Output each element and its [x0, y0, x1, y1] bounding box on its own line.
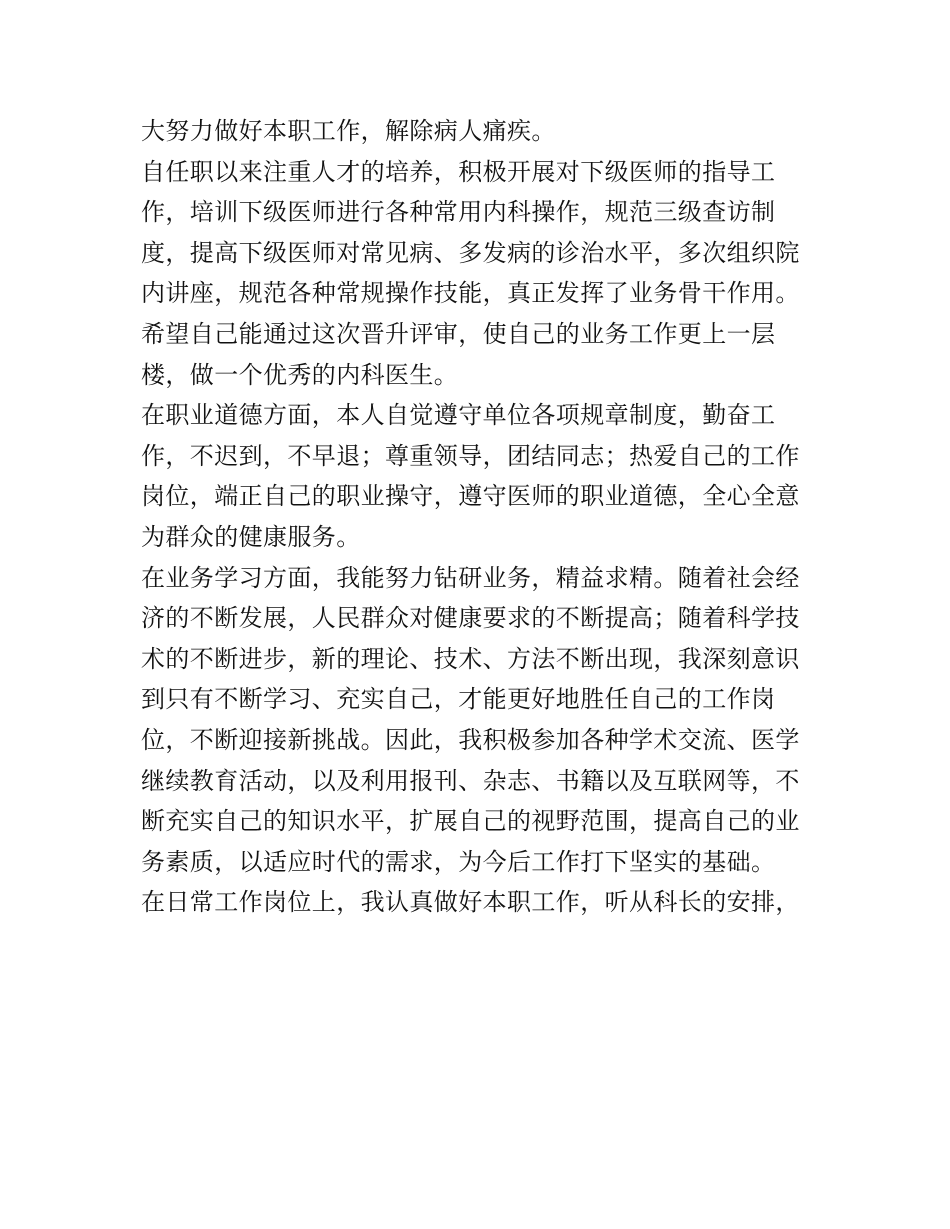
text-line: 度，提高下级医师对常见病、多发病的诊治水平，多次组织院: [141, 238, 800, 267]
text-line: 大努力做好本职工作，解除病人痛疾。: [141, 117, 556, 145]
text-line: 为群众的健康服务。: [141, 522, 361, 551]
text-line: 术的不断进步，新的理论、技术、方法不断出现，我深刻意识: [141, 644, 800, 673]
text-line: 位，不断迎接新挑战。因此，我积极参加各种学术交流、医学: [141, 725, 800, 754]
text-line: 在日常工作岗位上，我认真做好本职工作，听从科长的安排，: [141, 888, 800, 917]
text-line: 作，不迟到，不早退；尊重领导，团结同志；热爱自己的工作: [141, 441, 800, 470]
text-line: 务素质，以适应时代的需求，为今后工作打下坚实的基础。: [141, 847, 776, 876]
document-body: [141, 111, 821, 923]
text-line: 断充实自己的知识水平，扩展自己的视野范围，提高自己的业: [141, 807, 800, 836]
text-line: 作，培训下级医师进行各种常用内科操作，规范三级查访制: [141, 198, 776, 227]
text-line: 在业务学习方面，我能努力钻研业务，精益求精。随着社会经: [141, 563, 800, 592]
text-line: 楼，做一个优秀的内科医生。: [141, 360, 459, 389]
text-line: 自任职以来注重人才的培养，积极开展对下级医师的指导工: [141, 157, 776, 186]
text-line: 希望自己能通过这次晋升评审，使自己的业务工作更上一层: [141, 319, 776, 348]
text-line: 在职业道德方面，本人自觉遵守单位各项规章制度，勤奋工: [141, 401, 776, 430]
text-line: 内讲座，规范各种常规操作技能，真正发挥了业务骨干作用。: [141, 279, 800, 308]
text-line: 到只有不断学习、充实自己，才能更好地胜任自己的工作岗: [141, 685, 776, 714]
text-line: 继续教育活动，以及利用报刊、杂志、书籍以及互联网等，不: [141, 766, 800, 795]
text-line: 济的不断发展，人民群众对健康要求的不断提高；随着科学技: [141, 604, 800, 633]
text-line: 岗位，端正自己的职业操守，遵守医师的职业道德，全心全意: [141, 482, 800, 511]
